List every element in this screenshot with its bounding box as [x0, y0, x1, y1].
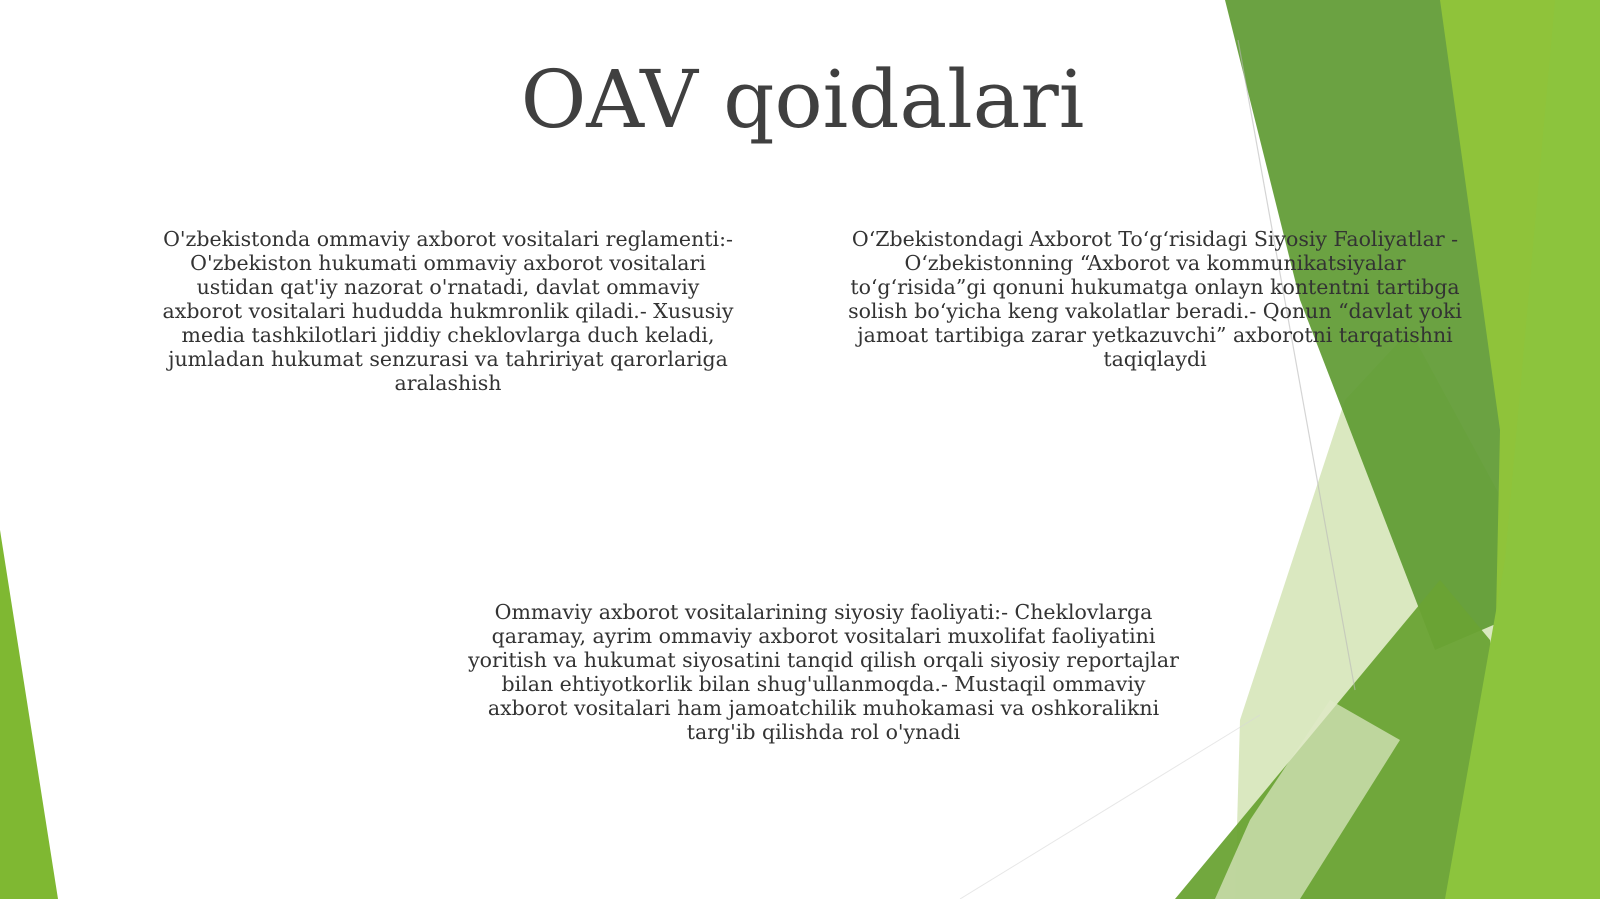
left-green-sliver [0, 530, 58, 899]
slide-title: OAV qoidalari [520, 53, 1085, 146]
media-regulation-text: O'zbekistonda ommaviy axborot vositalari reglamenti:- O'zbekiston hukumati ommaviy axborot vositalari ustidan qat'iy nazorat o'rnatadi, davlat ommaviy axborot vositalari hududda hukmronlik qiladi.- Xususiy media tashkilotlari jiddiy cheklovlarga duch keladi, jumladan hukumat senzurasi va tahririyat qarorlariga aralashish [162, 227, 734, 395]
media-political-activity-text: Ommaviy axborot vositalarining siyosiy faoliyati:- Cheklovlarga qaramay, ayrim ommaviy axborot vositalari muxolifat faoliyatini yoritish va hukumat siyosatini tanqid qilish orqali siyosiy reportajlar bilan ehtiyotkorlik bilan shug'ullanmoqda.- Mustaqil ommaviy axborot vositalari ham jamoatchilik muhokamasi va oshkoralikni targ'ib qilishda rol o'ynadi [468, 600, 1179, 744]
information-policy-text: O‘Zbekistondagi Axborot To‘g‘risidagi Siyosiy Faoliyatlar - O‘zbekistonning “Axborot va kommunikatsiyalar to‘g‘risida”gi qonuni hukumatga onlayn kontentni tartibga solish bo‘yicha keng vakolatlar beradi.- Qonun “davlat yoki jamoat tartibiga zarar yetkazuvchi” axborotni tarqatishni taqiqlaydi [848, 227, 1462, 371]
